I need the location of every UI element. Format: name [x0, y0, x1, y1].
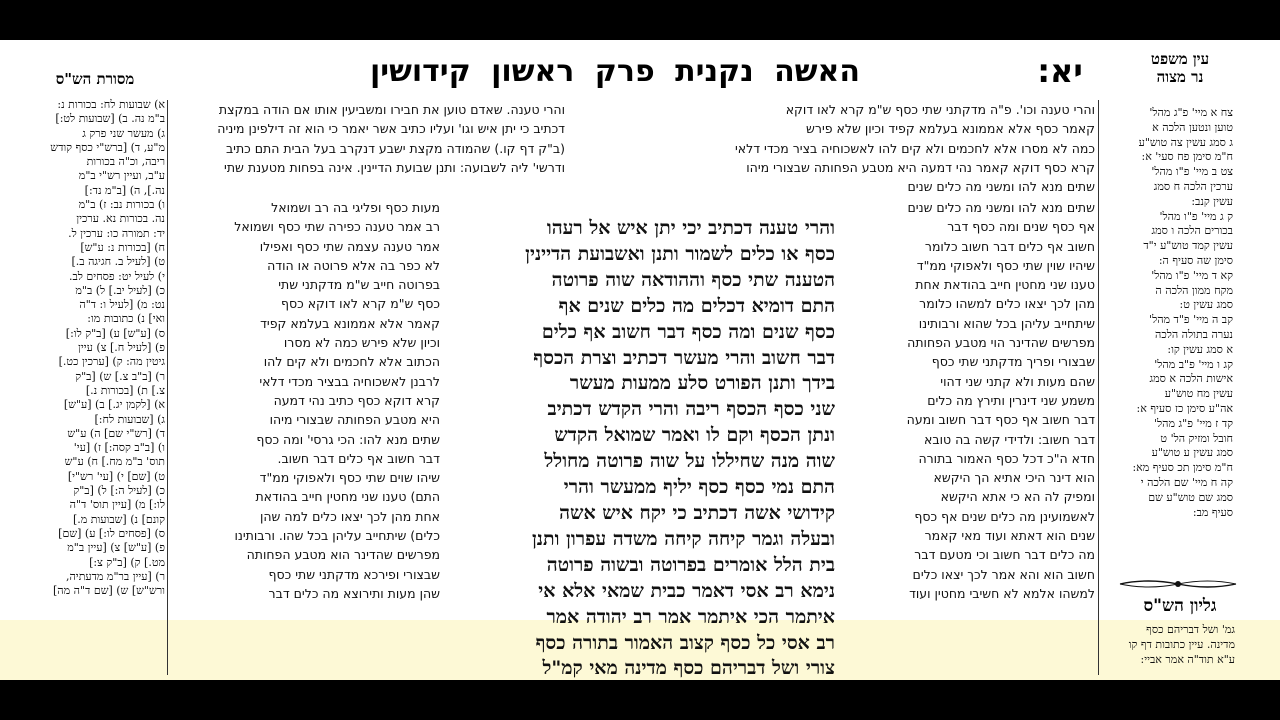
tosafot-line: אף כסף שנים ומה כסף דבר — [947, 219, 1095, 235]
masoret-line: ג) מעשר שני פרק ג — [82, 126, 165, 140]
masoret-line: יד: תמורה כו: ערכין ל. — [68, 226, 165, 240]
gemara-line: כסף או כלים לשמור ותנן ואשבועת הדיינין — [525, 242, 835, 265]
ein-mishpat-line: קג ו מיי' פ"ב מהל' — [1154, 357, 1233, 371]
ein-mishpat-line: מקח ממון הלכה ה — [1155, 283, 1233, 297]
rashi-line: שבצורי ופירכא מדקתני שתי כסף — [268, 566, 440, 582]
ein-mishpat-line: צט ב מיי' פ"ו מהל' — [1151, 165, 1233, 179]
masoret-line: ב"מ נה. ב) [שבועות לט:] — [55, 112, 165, 126]
rashi-line: שתים מנא להו: הכי גרסי' ומה כסף — [256, 431, 440, 447]
gemara-text — [440, 216, 835, 680]
ein-mishpat-line: אה"ע סימן כז סעיף א: — [1136, 401, 1233, 415]
masoret-line: א) [לקמן יג.] ב) [ע"ש] — [63, 398, 165, 412]
masoret-line: ורש"ש] ש) [שם ד"ה מה] — [53, 584, 165, 598]
masoret-line: כ) [לעיל ה:] ל) [ב"ק — [73, 484, 165, 498]
tosafot-line: קאמר כסף אלא אממונא בעלמא קפיד וכיון שלא פירש — [806, 121, 1095, 137]
gemara-line: והרי טענה דכתיב יכי יתן איש אל רעהו — [546, 217, 835, 239]
masoret-line: י) לעיל יט: פסחים לב. — [68, 269, 165, 283]
masoret-line: קונם] נ) [שבועות מ.] — [72, 512, 165, 526]
gemara-line: הטענה שתי כסף וההודאה שוה פרוטה — [551, 268, 835, 291]
tosafot-column — [840, 198, 1095, 603]
rashi-line: וכיון שלא פירש כמה לא מסרו — [283, 335, 440, 351]
tosafot-line: חשוב הוא והא אמר לכך יצאו כלים — [912, 566, 1095, 582]
ein-mishpat-line: אישות הלכה א סמג — [1149, 372, 1233, 386]
masoret-line: ריבה, וכ"ה בכורות — [86, 155, 165, 169]
tosafot-line: והרי טענה וכו'. פ"ה מדקתני שתי כסף ש"מ קרא לאו דוקא — [785, 102, 1095, 117]
gemara-line: צורי ושל דבריהם כסף מדינה מאי קמ"ל — [542, 657, 835, 680]
gemara-line: דבר חשוב והרי מעשר דכתיב וצרת הכסף — [533, 346, 835, 369]
tosafot-line: כמה לא מסרו אלא לחכמים ולא קים להו לאשכוחיה בציר מכדי דלאי — [734, 140, 1095, 156]
ein-mishpat-line: ערכין הלכה ח סמג — [1153, 179, 1233, 193]
rashi-line: אמר טענה עצמה שתי כסף ואפילו — [259, 238, 440, 254]
rashi-line: מפרשים שהדינר הוא מטבע הפחותה — [246, 547, 440, 563]
ein-mishpat-line: קא ד מיי' פ"ו מהל' — [1151, 268, 1233, 282]
rashi-line: קאמר אלא אממונא בעלמא קפיד — [260, 315, 440, 331]
rashi-line: קרא דוקא כסף כתיב נהי דמעה — [273, 392, 440, 408]
tosafot-line: משמע שני דינרין ותירץ מה כלים — [927, 392, 1095, 408]
ornament-divider — [1118, 577, 1238, 591]
tosafot-line: חשוב אף כלים דבר חשוב כלומר — [924, 238, 1095, 254]
masoret-line: ג) [שבועות לח:] — [94, 412, 165, 426]
tosafot-line: שנים הוא דאתא ועוד מאי קאמר — [924, 528, 1095, 544]
masoret-column — [10, 98, 165, 598]
ein-mishpat-title: עין משפט — [1150, 50, 1210, 68]
folio-number: יא: — [1037, 52, 1083, 90]
rashi-line: כלים) שיתחייב עליהן בכל שהו. ורבותינו — [234, 528, 440, 544]
ein-mishpat-line: חובל ומזיק הל' ט — [1160, 431, 1233, 445]
rashi-line: שיהו שוים שתי כסף ולאפוקי ממ"ד — [259, 470, 440, 486]
ein-mishpat-line: סעיף מב: — [1192, 505, 1233, 519]
rashi-top-block — [170, 100, 565, 177]
rashi-line: התם) טענו שני מחטין חייב בהודאת — [255, 489, 440, 505]
masoret-line: מ"ע, ד) [ברש"י כסף קודש — [50, 140, 165, 154]
masoret-line: ס) [ע"ש] ע) [ב"ק לו:] — [65, 326, 165, 340]
ein-mishpat-line: א סמג עשין קו: — [1167, 342, 1233, 356]
rashi-line: והרי טענה. שאדם טוען את חבירו ומשביעין אותו אם הודה במקצת — [218, 102, 565, 117]
tosafot-top-block — [605, 100, 1095, 196]
tosafot-line: שתים מנא להו ומשני מה כלים שנים — [907, 179, 1095, 195]
ein-mishpat-line: סמג עשין ט: — [1179, 298, 1233, 312]
ein-mishpat-line: עשין קמד טוש"ע י"ד — [1143, 239, 1233, 253]
rashi-line: הכתוב אלא לחכמים ולא קים להו — [263, 354, 440, 370]
ein-mishpat-line: עשין קנב: — [1191, 194, 1233, 208]
ein-mishpat-column — [1103, 106, 1233, 520]
page-title: האשה נקנית פרק ראשון קידושין — [369, 54, 860, 89]
masoret-line: כ) [לעיל יב.] ל) ב"מ — [75, 283, 165, 297]
gemara-line: ונתן הכסף וקם לו ואמר שמואל הקדש — [554, 424, 835, 447]
ein-mishpat-line: טוען ונטען הלכה א — [1152, 120, 1233, 134]
rashi-line: אחת מהן לכך יצאו כלים למה שהן — [259, 508, 440, 524]
gemara-line: קידושי אשה דכתיב כי יקח איש אשה — [559, 501, 835, 524]
ein-mishpat-line: צח א מיי' פ"ג מהל' — [1149, 106, 1233, 119]
ein-mishpat-line: ק ג מיי' פ"ו מהל' — [1159, 209, 1233, 223]
tosafot-line: דבר חשוב אף כסף דבר חשוב ומעה — [906, 412, 1095, 428]
masoret-line: ואי] נ) כתובות מו: — [87, 312, 165, 326]
masoret-line: תוס' ב"מ מח.] ח) ע"ש — [64, 455, 165, 469]
gemara-line: נימא רב אסי דאמר כבית שמאי אלא אי — [538, 579, 835, 602]
masoret-line: מט.] ק) [ב"ק צ:] — [89, 555, 165, 569]
tosafot-line: מהן לכך יצאו כלים למשהו כלומר — [919, 296, 1095, 312]
rashi-line: ודרשי' ליה לשבועה: ותנן שבועת הדיינין. אינה בפחות מטענת שתי — [224, 159, 565, 175]
tosafot-line: מה כלים דבר חשוב וכי מטעם דבר — [914, 547, 1095, 563]
ein-mishpat-line: ג סמג עשין צה טוש"ע — [1138, 135, 1233, 149]
rashi-line: כסף ש"מ קרא לאו דוקא כסף — [281, 296, 440, 312]
gilyon-line: מדינה. עיין כתובות דף קו — [1128, 638, 1235, 651]
gemara-line: בית הלל אומרים בפרוטה ובשוה פרוטה — [546, 553, 835, 576]
masoret-line: ס) [פסחים לו:] ע) [שם] — [58, 526, 165, 540]
gemara-line: שני כסף הכסף ריבה והרי הקדש דכתיב — [547, 398, 835, 421]
gemara-line: התם דומיא דכלים מה כלים שנים אף — [558, 294, 835, 317]
rashi-line: דבר חשוב אף כלים דבר חשוב. — [277, 450, 440, 466]
ein-mishpat-line: סמג שם טוש"ע שם — [1148, 490, 1233, 504]
tosafot-line: שיתחייב עליהן בכל שהוא ורבותינו — [918, 315, 1095, 331]
gemara-line: כסף שנים ומה כסף דבר חשוב אף כלים — [541, 320, 835, 343]
gilyon-hashas-title: גליון הש"ס — [1143, 596, 1217, 616]
ein-mishpat-line: ח"מ סימן תכ סעיף מא: — [1132, 461, 1233, 475]
rashi-line: בפרוטה חייב ש"מ מדקתני שתי — [278, 277, 440, 293]
gilyon-hashas-column — [1103, 622, 1235, 667]
masoret-line: ט) [לעיל ב. חגיגה ב.] — [71, 255, 165, 269]
ein-mishpat-line: בכורים הלכה ו סמג — [1151, 224, 1233, 238]
tosafot-line: טענו שני מחטין חייב בהודאת אחת — [915, 277, 1095, 293]
ein-mishpat-line: נערה בתולה הלכה — [1155, 327, 1233, 341]
rashi-line: שהן מעות ותירוצא מה כלים דבר — [268, 585, 440, 601]
masoret-line: ד) [רש"י שם] ה) ע"ש — [67, 426, 165, 440]
rashi-line: דכתיב כי יתן איש וגו' ועליו כתיב אשר יאמר כי הוא זה דילפינן מיניה — [217, 121, 565, 137]
rashi-line: מעות כסף ופליגי בה רב ושמואל — [271, 200, 440, 215]
gemara-line: רב אסי כל כסף קצוב האמור בתורה כסף — [535, 631, 835, 654]
ein-mishpat-line: קב ה מיי' פ"ד מהל' — [1149, 313, 1233, 327]
tosafot-line: למשהו אלמא לא חשיבי מחטין ועוד — [909, 585, 1095, 601]
masoret-line: פ) [ע"ש] צ) [עיין ב"מ — [67, 541, 165, 555]
tosafot-line: שיהיו שוין שתי כסף ולאפוקי ממ"ד — [916, 257, 1095, 273]
masoret-line: א) שבועות לח: בכורות נ: — [57, 98, 165, 111]
masoret-line: ו) בכורות נב: ז) ב"מ — [78, 198, 165, 212]
gemara-line: שוה מנה שחיללו על שוה פרוטה מחולל — [544, 450, 835, 473]
ein-mishpat-line: ח"מ סימן פח סעי' א: — [1141, 150, 1233, 164]
ner-mitzvah-title: נר מצוה — [1156, 68, 1204, 86]
masoret-line: גיטין מה: ק) [ערכין כט.] — [58, 355, 165, 369]
rashi-line: רב אמר טענה כפירה שתי כסף ושמואל — [234, 219, 440, 235]
tosafot-line: שתים מנא להו ומשני מה כלים שנים — [907, 200, 1095, 215]
gilyon-line: גמ' ושל דבריהם כסף — [1146, 623, 1235, 636]
tosafot-line: קרא כסף דוקא קאמר נהי דמעה היא מטבע הפחותה שבצורי מיהו — [746, 159, 1095, 175]
masoret-line: ח) [בכורות נ: ע"ש] — [80, 240, 165, 254]
gemara-line: ובעלה וגמר קיחה קיחה משדה עפרון ותנן — [531, 527, 835, 550]
divider-right — [1098, 100, 1099, 675]
rashi-column — [170, 198, 440, 603]
tosafot-line: ומפיק לה הא כי אתא היקשא — [940, 489, 1095, 505]
ein-mishpat-line: קה ח מיי' שם הלכה י — [1140, 475, 1233, 489]
rashi-line: לרבנן לאשכוחיה בבציר מכדי דלאי — [259, 373, 440, 389]
gemara-line: בידך ותנן הפורט סלע ממעות מעשר — [569, 372, 835, 395]
gemara-line: איתמר הכי איתמר אמר רב יהודה אמר — [546, 605, 835, 628]
tosafot-line: חדא ה"כ דכל כסף האמור בתורה — [918, 450, 1095, 466]
tosafot-line: מפרשים שהדינר הוי מטבע הפחותה — [907, 335, 1095, 351]
gemara-line: התם נמי כסף כסף יליף ממעשר והרי — [563, 476, 835, 499]
masoret-line: ר) [ב"ב צ.] ש) [ב"ק — [75, 369, 165, 383]
tosafot-line: לאשמועינן מה כלים שנים אף כסף — [914, 508, 1095, 524]
rashi-line: היא מטבע הפחותה שבצורי מיהו — [269, 412, 440, 428]
masoret-line: ו) [ב"ב קסה:] ז) [עי' — [73, 441, 165, 455]
talmud-page — [0, 40, 1280, 680]
ein-mishpat-line: קד ז מיי' פ"ג מהל' — [1153, 416, 1233, 430]
masoret-line: ר) [עיין בר"מ מדעתיה, — [65, 569, 165, 583]
ein-mishpat-line: סמג עשין ע טוש"ע — [1151, 446, 1233, 460]
masoret-line: נה.], ה) [ב"מ נד:] — [84, 183, 165, 197]
gilyon-line: ע"א תוד"ה אמר אביי: — [1140, 653, 1235, 666]
masoret-line: לו:] מ) [עיין תוס' ד"ה — [69, 498, 165, 512]
ein-mishpat-line: עשין מח טוש"ע — [1164, 387, 1233, 401]
rashi-line: (ב"ק דף קו.) שהמודה מקצת ישבע דנקרב בעל הבית התם כתיב — [225, 140, 565, 156]
masoret-line: ע"ב, ועיין רש"י ב"מ — [78, 169, 165, 183]
rashi-line: לא כפר בה אלא פרוטה או הודה — [267, 257, 440, 273]
masoret-line: צ.] ת) [בכורות נ.] — [85, 383, 165, 397]
tosafot-line: שבצורי ופריך מדקתני שתי כסף — [931, 354, 1095, 370]
masoret-line: נט: מ) [לעיל ו: ד"ה — [79, 298, 165, 312]
masoret-line: נה. בכורות נא. ערכין — [76, 212, 165, 226]
masoret-line: פ) [לעיל ח.] צ) עיין — [78, 341, 165, 355]
divider-left — [167, 100, 168, 675]
masoret-title: מסורת הש"ס — [55, 70, 135, 88]
tosafot-line: שהם מעות ולא קתני שני דהוי — [940, 373, 1095, 389]
ein-mishpat-line: סימן שה סעיף ה: — [1158, 253, 1233, 267]
masoret-line: ט) [שם] י) [עי' רש"י] — [67, 469, 165, 483]
tosafot-line: הוא דינר היכי אתיא הך היקשא — [933, 470, 1095, 486]
tosafot-line: דבר חשוב: ולדידי קשה בה טובא — [924, 431, 1095, 447]
